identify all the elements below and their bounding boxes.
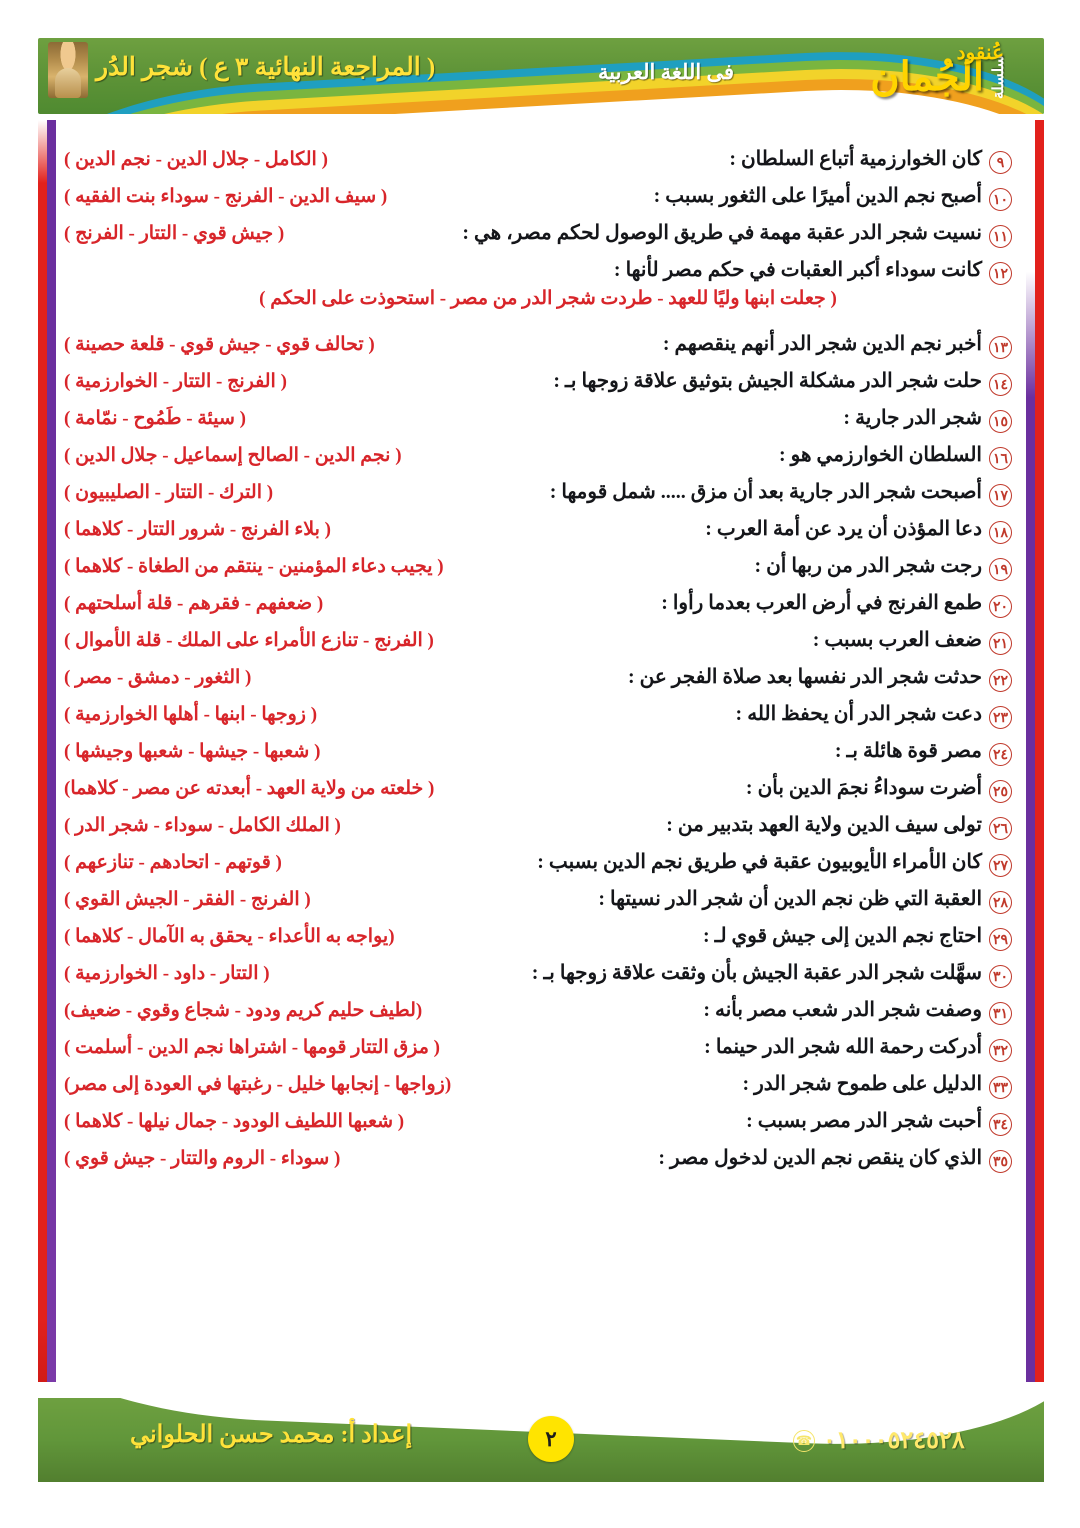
frame-border-purple-left: [47, 120, 56, 1382]
question-text: كان الأمراء الأيوبيون عقبة في طريق نجم الدين بسبب :: [537, 851, 982, 873]
question-row: [60, 738, 1022, 775]
question-row: [60, 331, 1022, 368]
answer-options[interactable]: ( الترك - التتار - الصليبيون ): [64, 482, 274, 503]
answer-options[interactable]: ( الفرنج - تنازع الأمراء على الملك - قلة الأموال ): [64, 630, 434, 651]
question-text: الذي كان ينقص نجم الدين لدخول مصر :: [658, 1147, 982, 1169]
page-header: [38, 38, 1044, 114]
question-prompt: [663, 331, 1012, 357]
question-prompt: [813, 627, 1012, 653]
question-row: [60, 849, 1022, 886]
question-text: كان الخوارزمية أتباع السلطان :: [729, 148, 982, 170]
series-logo: [828, 44, 1008, 110]
answer-options[interactable]: (زواجها - إنجابها خليل - رغبتها في العودة إلى مصر): [64, 1074, 452, 1095]
answer-options[interactable]: ( شعبها - جيشها - شعبها وجيشها ): [64, 741, 321, 762]
question-prompt: [835, 738, 1012, 764]
page-number-badge: ٢: [528, 1416, 574, 1462]
question-number: ٢٠: [989, 595, 1012, 618]
question-prompt: [661, 590, 1012, 616]
answer-options[interactable]: ( الكامل - جلال الدين - نجم الدين ): [64, 149, 328, 170]
question-text: احتاج نجم الدين إلى جيش قوي لـ :: [702, 925, 982, 947]
question-number: ٩: [989, 151, 1012, 174]
question-row: [60, 479, 1022, 516]
frame-border-red-right: [1035, 120, 1044, 1382]
phone-icon: ☎: [793, 1430, 815, 1452]
question-prompt: [746, 1108, 1012, 1134]
question-number: ٣٠: [989, 965, 1012, 988]
answer-options[interactable]: (يواجه به الأعداء - يحقق به الآمال - كلاهما ): [64, 926, 395, 947]
question-row: [60, 1071, 1022, 1108]
question-number: ٣٣: [989, 1076, 1012, 1099]
answer-options[interactable]: ( سوداء - الروم والتتار - جيش قوي ): [64, 1148, 341, 1169]
question-prompt: [553, 368, 1012, 394]
answer-options[interactable]: ( زوجها - ابنها - أهلها الخوارزمية ): [64, 704, 318, 725]
answer-options[interactable]: ( يجيب دعاء المؤمنين - ينتقم من الطغاة - كلاهما ): [64, 556, 444, 577]
question-text: أخبر نجم الدين شجر الدر أنهم ينقصهم :: [662, 333, 982, 355]
question-number: ٢١: [989, 632, 1012, 655]
question-number: ١٤: [989, 373, 1012, 396]
question-number: ١٩: [989, 558, 1012, 581]
question-prompt: [704, 1034, 1012, 1060]
question-prompt: [598, 886, 1012, 912]
question-number: ٣٤: [989, 1113, 1012, 1136]
question-number: ٢٣: [989, 706, 1012, 729]
question-prompt: [705, 516, 1012, 542]
subject-title: فى اللغة العربية: [598, 60, 735, 84]
question-row: [60, 146, 1022, 183]
question-number: ٢٥: [989, 780, 1012, 803]
question-text: أصبح نجم الدين أميرًا على الثغور بسبب :: [653, 185, 982, 207]
question-list: [60, 146, 1022, 1182]
prepared-by-credit: إعداد أ: محمد حسن الحلواني: [130, 1422, 413, 1448]
question-number: ٣١: [989, 1002, 1012, 1025]
shajar-al-durr-portrait-image: [48, 42, 88, 98]
answer-options[interactable]: ( بلاء الفرنج - شرور التتار - كلاهما ): [64, 519, 332, 540]
question-text: وصفت شجر الدر شعب مصر بأنه :: [703, 999, 982, 1021]
question-row: [60, 257, 1022, 331]
answer-options[interactable]: (لطيف حليم كريم ودود - شجاع وقوي - ضعيف): [64, 1000, 423, 1021]
question-row: [60, 775, 1022, 812]
answer-options[interactable]: ( سيف الدين - الفرنج - سوداء بنت الفقيه ): [64, 186, 388, 207]
question-row: [60, 368, 1022, 405]
question-text: أدركت رحمة الله شجر الدر حينما :: [704, 1036, 982, 1058]
question-prompt: [654, 183, 1012, 209]
answer-options[interactable]: ( خلعته من ولاية العهد - أبعدته عن مصر - كلاهما): [64, 778, 435, 799]
question-number: ١٧: [989, 484, 1012, 507]
question-row: [60, 1145, 1022, 1182]
question-text: الدليل على طموح شجر الدر :: [742, 1073, 982, 1095]
contact-phone: [793, 1426, 965, 1455]
question-prompt: [843, 405, 1012, 431]
question-row: [60, 960, 1022, 997]
answer-options[interactable]: ( سيئة - طَمُوح - نمّامة ): [64, 408, 246, 429]
question-number: ١٨: [989, 521, 1012, 544]
question-text: أحبت شجر الدر مصر بسبب :: [746, 1110, 982, 1132]
question-text: سهَّلت شجر الدر عقبة الجيش بأن وثقت علاقة زوجها بـ :: [531, 962, 982, 984]
answer-options[interactable]: ( الفرنج - الفقر - الجيش القوي ): [64, 889, 311, 910]
question-number: ٢٩: [989, 928, 1012, 951]
question-text: طمع الفرنج في أرض العرب بعدما رأوا :: [661, 592, 982, 614]
question-row: [60, 923, 1022, 960]
question-row: [60, 886, 1022, 923]
answer-options[interactable]: ( تحالف قوي - جيش قوي - قلعة حصينة ): [64, 334, 375, 355]
question-prompt: [628, 664, 1012, 690]
question-text: أصبحت شجر الدر جارية بعد أن مزق ..... شمل قومها :: [549, 481, 982, 503]
answer-options[interactable]: ( جعلت ابنها وليًا للعهد - طردت شجر الدر من مصر - استحوذت على الحكم ): [259, 287, 837, 309]
question-prompt: [746, 775, 1012, 801]
question-row: [60, 590, 1022, 627]
question-number: ٢٨: [989, 891, 1012, 914]
question-row: [60, 1034, 1022, 1071]
answer-options[interactable]: ( جيش قوي - التتار - الفرنج ): [64, 223, 285, 244]
question-prompt: [754, 553, 1012, 579]
frame-border-red-left: [38, 120, 47, 1382]
question-row: [60, 220, 1022, 257]
question-number: ٢٤: [989, 743, 1012, 766]
question-row: [60, 553, 1022, 590]
question-row: [60, 442, 1022, 479]
frame-border-purple-right: [1026, 120, 1035, 1382]
question-prompt: [736, 701, 1012, 727]
question-number: ٣٢: [989, 1039, 1012, 1062]
question-number: ١٠: [989, 188, 1012, 211]
answer-options[interactable]: ( الفرنج - التتار - الخوارزمية ): [64, 371, 287, 392]
series-label: سلسلة: [991, 55, 1007, 99]
question-row: [60, 664, 1022, 701]
answer-options[interactable]: ( التتار - داود - الخوارزمية ): [64, 963, 270, 984]
answer-options[interactable]: ( نجم الدين - الصالح إسماعيل - جلال الدين ): [64, 445, 402, 466]
answer-options[interactable]: ( شعبها اللطيف الودود - جمال نيلها - كلاهما ): [64, 1111, 405, 1132]
question-prompt: [729, 146, 1012, 172]
question-number: ١٥: [989, 410, 1012, 433]
answer-options[interactable]: ( ضعفهم - فقرهم - قلة أسلحتهم ): [64, 593, 324, 614]
question-row: [60, 405, 1022, 442]
question-text: السلطان الخوارزمي هو :: [779, 444, 982, 466]
question-number: ١٢: [989, 262, 1012, 285]
question-row: [60, 997, 1022, 1034]
question-prompt: [462, 220, 1012, 246]
question-text: حلت شجر الدر مشكلة الجيش بتوثيق علاقة زوجها بـ :: [553, 370, 982, 392]
question-number: ١٣: [989, 336, 1012, 359]
question-row: [60, 812, 1022, 849]
question-prompt: [703, 923, 1012, 949]
question-prompt: [532, 960, 1012, 986]
question-text: دعا المؤذن أن يرد عن أمة العرب :: [705, 518, 982, 540]
question-text: دعت شجر الدر أن يحفظ الله :: [735, 703, 982, 725]
answer-options[interactable]: ( مزق التتار قومها - اشتراها نجم الدين - أسلمت ): [64, 1037, 440, 1058]
question-prompt: [550, 479, 1012, 505]
answer-options[interactable]: ( قوتهم - اتحادهم - تنازعهم ): [64, 852, 282, 873]
question-text: رجت شجر الدر من ربها أن :: [754, 555, 982, 577]
content-frame: [38, 120, 1044, 1382]
question-prompt: [703, 997, 1012, 1023]
question-number: ٢٦: [989, 817, 1012, 840]
answer-options[interactable]: ( الثغور - دمشق - مصر ): [64, 667, 252, 688]
question-prompt: [742, 1071, 1012, 1097]
page-footer: [38, 1398, 1044, 1482]
question-text: مصر قوة هائلة بـ :: [834, 740, 982, 762]
question-text: نسيت شجر الدر عقبة مهمة في طريق الوصول لحكم مصر، هي :: [462, 222, 982, 244]
question-row: [60, 516, 1022, 553]
question-text: العقبة التي ظن نجم الدين أن شجر الدر نسيتها :: [598, 888, 982, 910]
question-prompt: [658, 1145, 1012, 1171]
question-number: ٢٧: [989, 854, 1012, 877]
question-prompt: [779, 442, 1012, 468]
question-text: أضرت سوداءُ نجمَ الدين بأن :: [745, 777, 982, 799]
frame-inner-area: [56, 120, 1026, 1382]
question-number: ٢٢: [989, 669, 1012, 692]
question-text: كانت سوداء أكبر العقبات في حكم مصر لأنها :: [613, 259, 982, 281]
question-text: شجر الدر جارية :: [843, 407, 982, 429]
question-number: ١٦: [989, 447, 1012, 470]
answer-options[interactable]: ( الملك الكامل - سوداء - شجر الدر ): [64, 815, 341, 836]
question-text: حدثت شجر الدر نفسها بعد صلاة الفجر عن :: [627, 666, 982, 688]
question-row: [60, 1108, 1022, 1145]
question-text: ضعف العرب بسبب :: [812, 629, 982, 651]
question-prompt: [64, 257, 1012, 283]
question-prompt: [666, 812, 1012, 838]
edition-title: ( المراجعة النهائية ٣ ع ) شجر الدُر: [96, 54, 436, 81]
question-text: تولى سيف الدين ولاية العهد بتدبير من :: [666, 814, 982, 836]
question-row: [60, 183, 1022, 220]
question-prompt: [537, 849, 1012, 875]
phone-number: ٠١٠٠٠٥٢٤٥٢٨: [823, 1428, 965, 1454]
question-number: ٣٥: [989, 1150, 1012, 1173]
question-row: [60, 701, 1022, 738]
logo-main-text: الجُمان: [870, 54, 984, 99]
question-row: [60, 627, 1022, 664]
logo-top-text: عُنقود: [956, 42, 1004, 64]
question-number: ١١: [989, 225, 1012, 248]
